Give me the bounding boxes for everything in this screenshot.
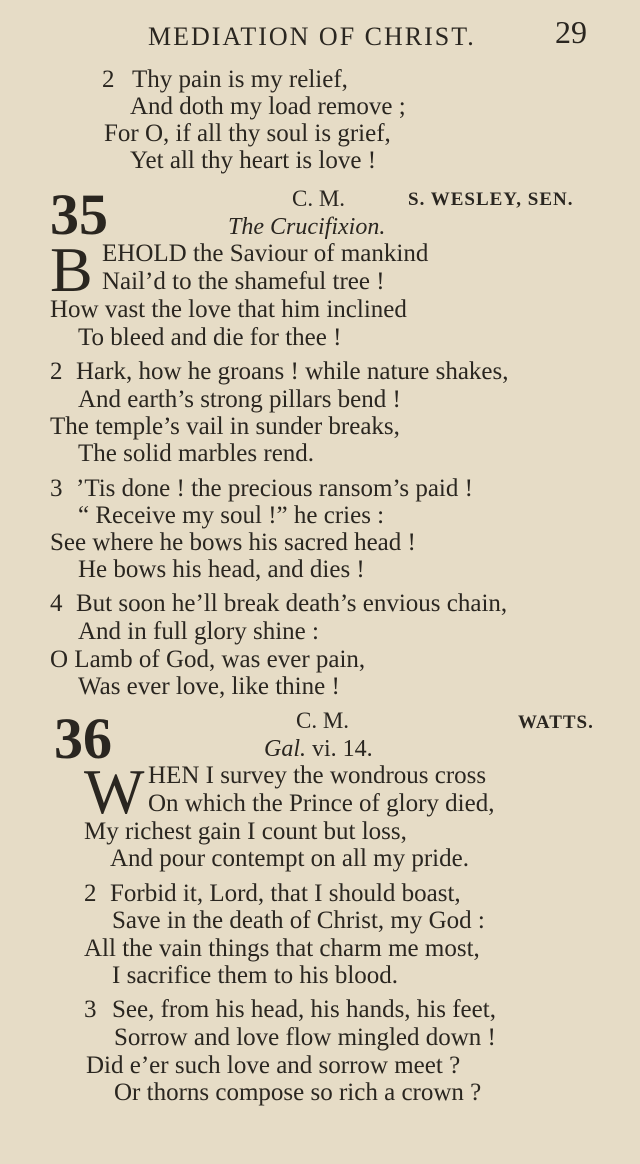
verse-line: To bleed and die for thee ! [78,324,342,351]
verse-line: EHOLD the Saviour of mankind [102,240,429,267]
verse-line: Was ever love, like thine ! [78,673,340,700]
verse-number: 2 [84,880,97,907]
verse-number: 2 [102,66,115,93]
verse-line: And doth my load remove ; [130,93,406,120]
hymn-subtitle: The Crucifixion. [228,214,386,240]
verse-line: See, from his head, his hands, his feet, [112,996,496,1023]
drop-cap: W [84,756,145,827]
verse-number: 3 [50,475,63,502]
verse-line: Or thorns compose so rich a crown ? [114,1079,482,1106]
verse-line: “ Receive my soul !” he cries : [78,502,385,529]
verse-line: Thy pain is my relief, [132,66,348,93]
verse-line: And pour contempt on all my pride. [110,845,469,872]
verse-line: Did e’er such love and sorrow meet ? [86,1052,461,1079]
verse-line: I sacrifice them to his blood. [112,962,399,989]
hymn-composer: WATTS. [518,712,594,733]
hymn-subtitle-ref: vi. 14. [312,736,373,762]
hymn-subtitle-book: Gal. [264,736,306,762]
verse-line: Hark, how he groans ! while nature shakes, [76,358,509,385]
hymn-number: 35 [50,182,108,247]
verse-line: O Lamb of God, was ever pain, [50,646,366,673]
verse-number: 2 [50,358,63,385]
verse-line: Forbid it, Lord, that I should boast, [110,880,461,907]
hymn-meter: C. M. [292,186,346,211]
verse-line: All the vain things that charm me most, [84,935,480,962]
verse-line: He bows his head, and dies ! [78,556,365,583]
verse-line: And earth’s strong pillars bend ! [78,386,401,413]
hymn-meter: C. M. [296,708,350,733]
verse-line: My richest gain I count but loss, [84,818,407,845]
verse-line: Nail’d to the shameful tree ! [102,268,385,295]
verse-number: 4 [50,590,63,617]
running-header: MEDIATION OF CHRIST. [148,22,476,51]
drop-cap: B [50,234,93,305]
verse-line: ’Tis done ! the precious ransom’s paid ! [76,475,473,502]
verse-line: HEN I survey the wondrous cross [148,762,487,789]
verse-line: Yet all thy heart is love ! [130,147,377,174]
hymn-composer: S. WESLEY, SEN. [408,189,574,210]
verse-line: How vast the love that him inclined [50,296,407,323]
verse-line: Save in the death of Christ, my God : [112,907,485,934]
verse-number: 3 [84,996,97,1023]
verse-line: But soon he’ll break death’s envious chain, [76,590,508,617]
verse-line: On which the Prince of glory died, [148,790,495,817]
hymn-number: 36 [54,706,112,771]
verse-line: The temple’s vail in sunder breaks, [50,413,400,440]
verse-line: For O, if all thy soul is grief, [104,120,391,147]
verse-line: See where he bows his sacred head ! [50,529,416,556]
verse-line: The solid marbles rend. [78,440,315,467]
page-number: 29 [555,14,587,50]
verse-line: And in full glory shine : [78,618,319,645]
verse-line: Sorrow and love flow mingled down ! [114,1024,496,1051]
